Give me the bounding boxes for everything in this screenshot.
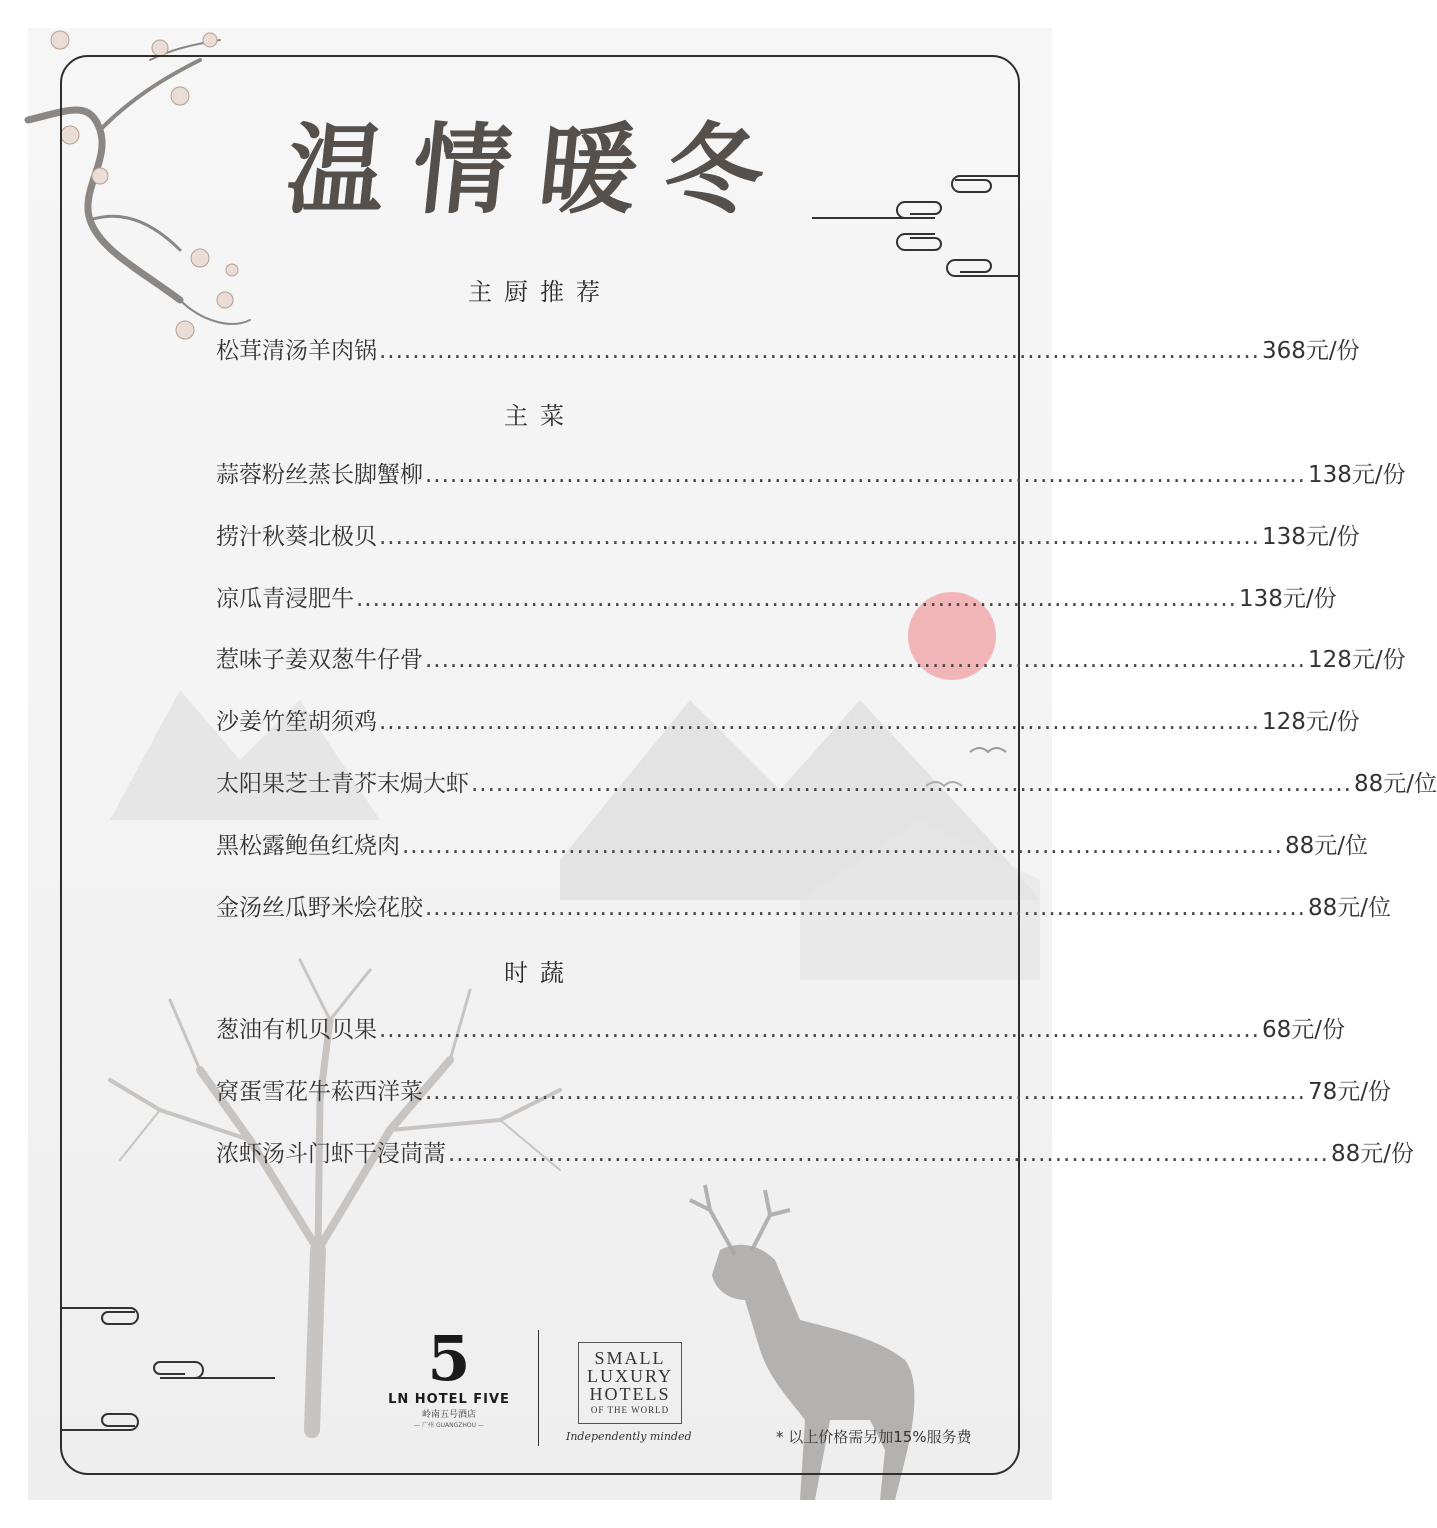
slh-line: OF THE WORLD (590, 1405, 670, 1415)
dish-price: 88元/位 (1353, 771, 1437, 797)
dish-name: 金汤丝瓜野米烩花胶 (216, 895, 423, 921)
dot-leader: .......................................................................................................... (425, 462, 1306, 488)
menu-item (216, 456, 1406, 490)
menu-item (216, 1073, 1391, 1107)
logo-divider (538, 1330, 539, 1446)
menu-item (216, 703, 1360, 737)
dish-price: 88元/位 (1284, 833, 1368, 859)
dish-name: 沙姜竹笙胡须鸡 (216, 709, 377, 735)
hotel-location: — 广州 GUANGZHOU — (414, 1422, 484, 1429)
dish-name: 松茸清汤羊肉锅 (216, 338, 377, 364)
dish-price: 78元/份 (1307, 1079, 1391, 1105)
dot-leader: .......................................................................................................... (379, 338, 1260, 364)
dot-leader: .......................................................................................................... (425, 647, 1306, 673)
menu-item (216, 580, 1337, 614)
hotel-five-mark: 5 (427, 1322, 471, 1395)
slh-line: SMALL (594, 1348, 666, 1368)
dish-name: 窝蛋雪花牛菘西洋菜 (216, 1079, 423, 1105)
dish-name: 太阳果芝士青芥末焗大虾 (216, 771, 469, 797)
dish-price: 88元/位 (1307, 895, 1391, 921)
dish-name: 葱油有机贝贝果 (216, 1017, 377, 1043)
dish-name: 黑松露鲍鱼红烧肉 (216, 833, 400, 859)
dot-leader: .......................................................................................................... (379, 709, 1260, 735)
slh-line: LUXURY (586, 1366, 673, 1386)
hotel-name-cn: 岭南五号酒店 (421, 1410, 476, 1420)
dish-price: 88元/份 (1330, 1141, 1414, 1167)
menu-item (216, 1011, 1345, 1045)
menu-item (216, 889, 1391, 923)
section-heading-main-dishes: 主菜 (504, 402, 576, 430)
dot-leader: .......................................................................................................... (448, 1141, 1329, 1167)
menu-item (216, 641, 1406, 675)
dish-price: 128元/份 (1307, 647, 1406, 673)
menu-item (216, 765, 1437, 799)
dish-price: 128元/份 (1261, 709, 1360, 735)
hotel-name: LN HOTEL FIVE (388, 1392, 510, 1407)
section-heading-chef-recommend: 主厨推荐 (468, 278, 612, 306)
dot-leader: .......................................................................................................... (425, 895, 1306, 921)
section-heading-vegetables: 时蔬 (504, 959, 576, 987)
hotel-five-logo (384, 1322, 514, 1442)
dot-leader: .......................................................................................................... (471, 771, 1352, 797)
dish-price: 68元/份 (1261, 1017, 1345, 1043)
dot-leader: .......................................................................................................... (356, 586, 1237, 612)
dot-leader: .......................................................................................................... (402, 833, 1283, 859)
slh-line: HOTELS (589, 1384, 671, 1404)
menu-item (216, 827, 1368, 861)
dish-name: 凉瓜青浸肥牛 (216, 586, 354, 612)
dish-price: 138元/份 (1261, 524, 1360, 550)
dish-price: 368元/份 (1261, 338, 1360, 364)
dish-name: 捞汁秋葵北极贝 (216, 524, 377, 550)
dot-leader: .......................................................................................................... (379, 1017, 1260, 1043)
dish-name: 浓虾汤斗门虾干浸茼蒿 (216, 1141, 446, 1167)
menu-item (216, 518, 1360, 552)
menu-item (216, 1135, 1414, 1169)
dot-leader: .......................................................................................................... (425, 1079, 1306, 1105)
slh-logo (578, 1342, 682, 1424)
service-charge-note: * 以上价格需另加15%服务费 (776, 1428, 972, 1446)
dish-name: 蒜蓉粉丝蒸长脚蟹柳 (216, 462, 423, 488)
dish-name: 惹味子姜双葱牛仔骨 (216, 647, 423, 673)
slh-tagline: Independently minded (566, 1430, 692, 1443)
dish-price: 138元/份 (1238, 586, 1337, 612)
dish-price: 138元/份 (1307, 462, 1406, 488)
menu-item (216, 332, 1360, 366)
menu-title: 温情暖冬 (281, 113, 798, 228)
dot-leader: .......................................................................................................... (379, 524, 1260, 550)
